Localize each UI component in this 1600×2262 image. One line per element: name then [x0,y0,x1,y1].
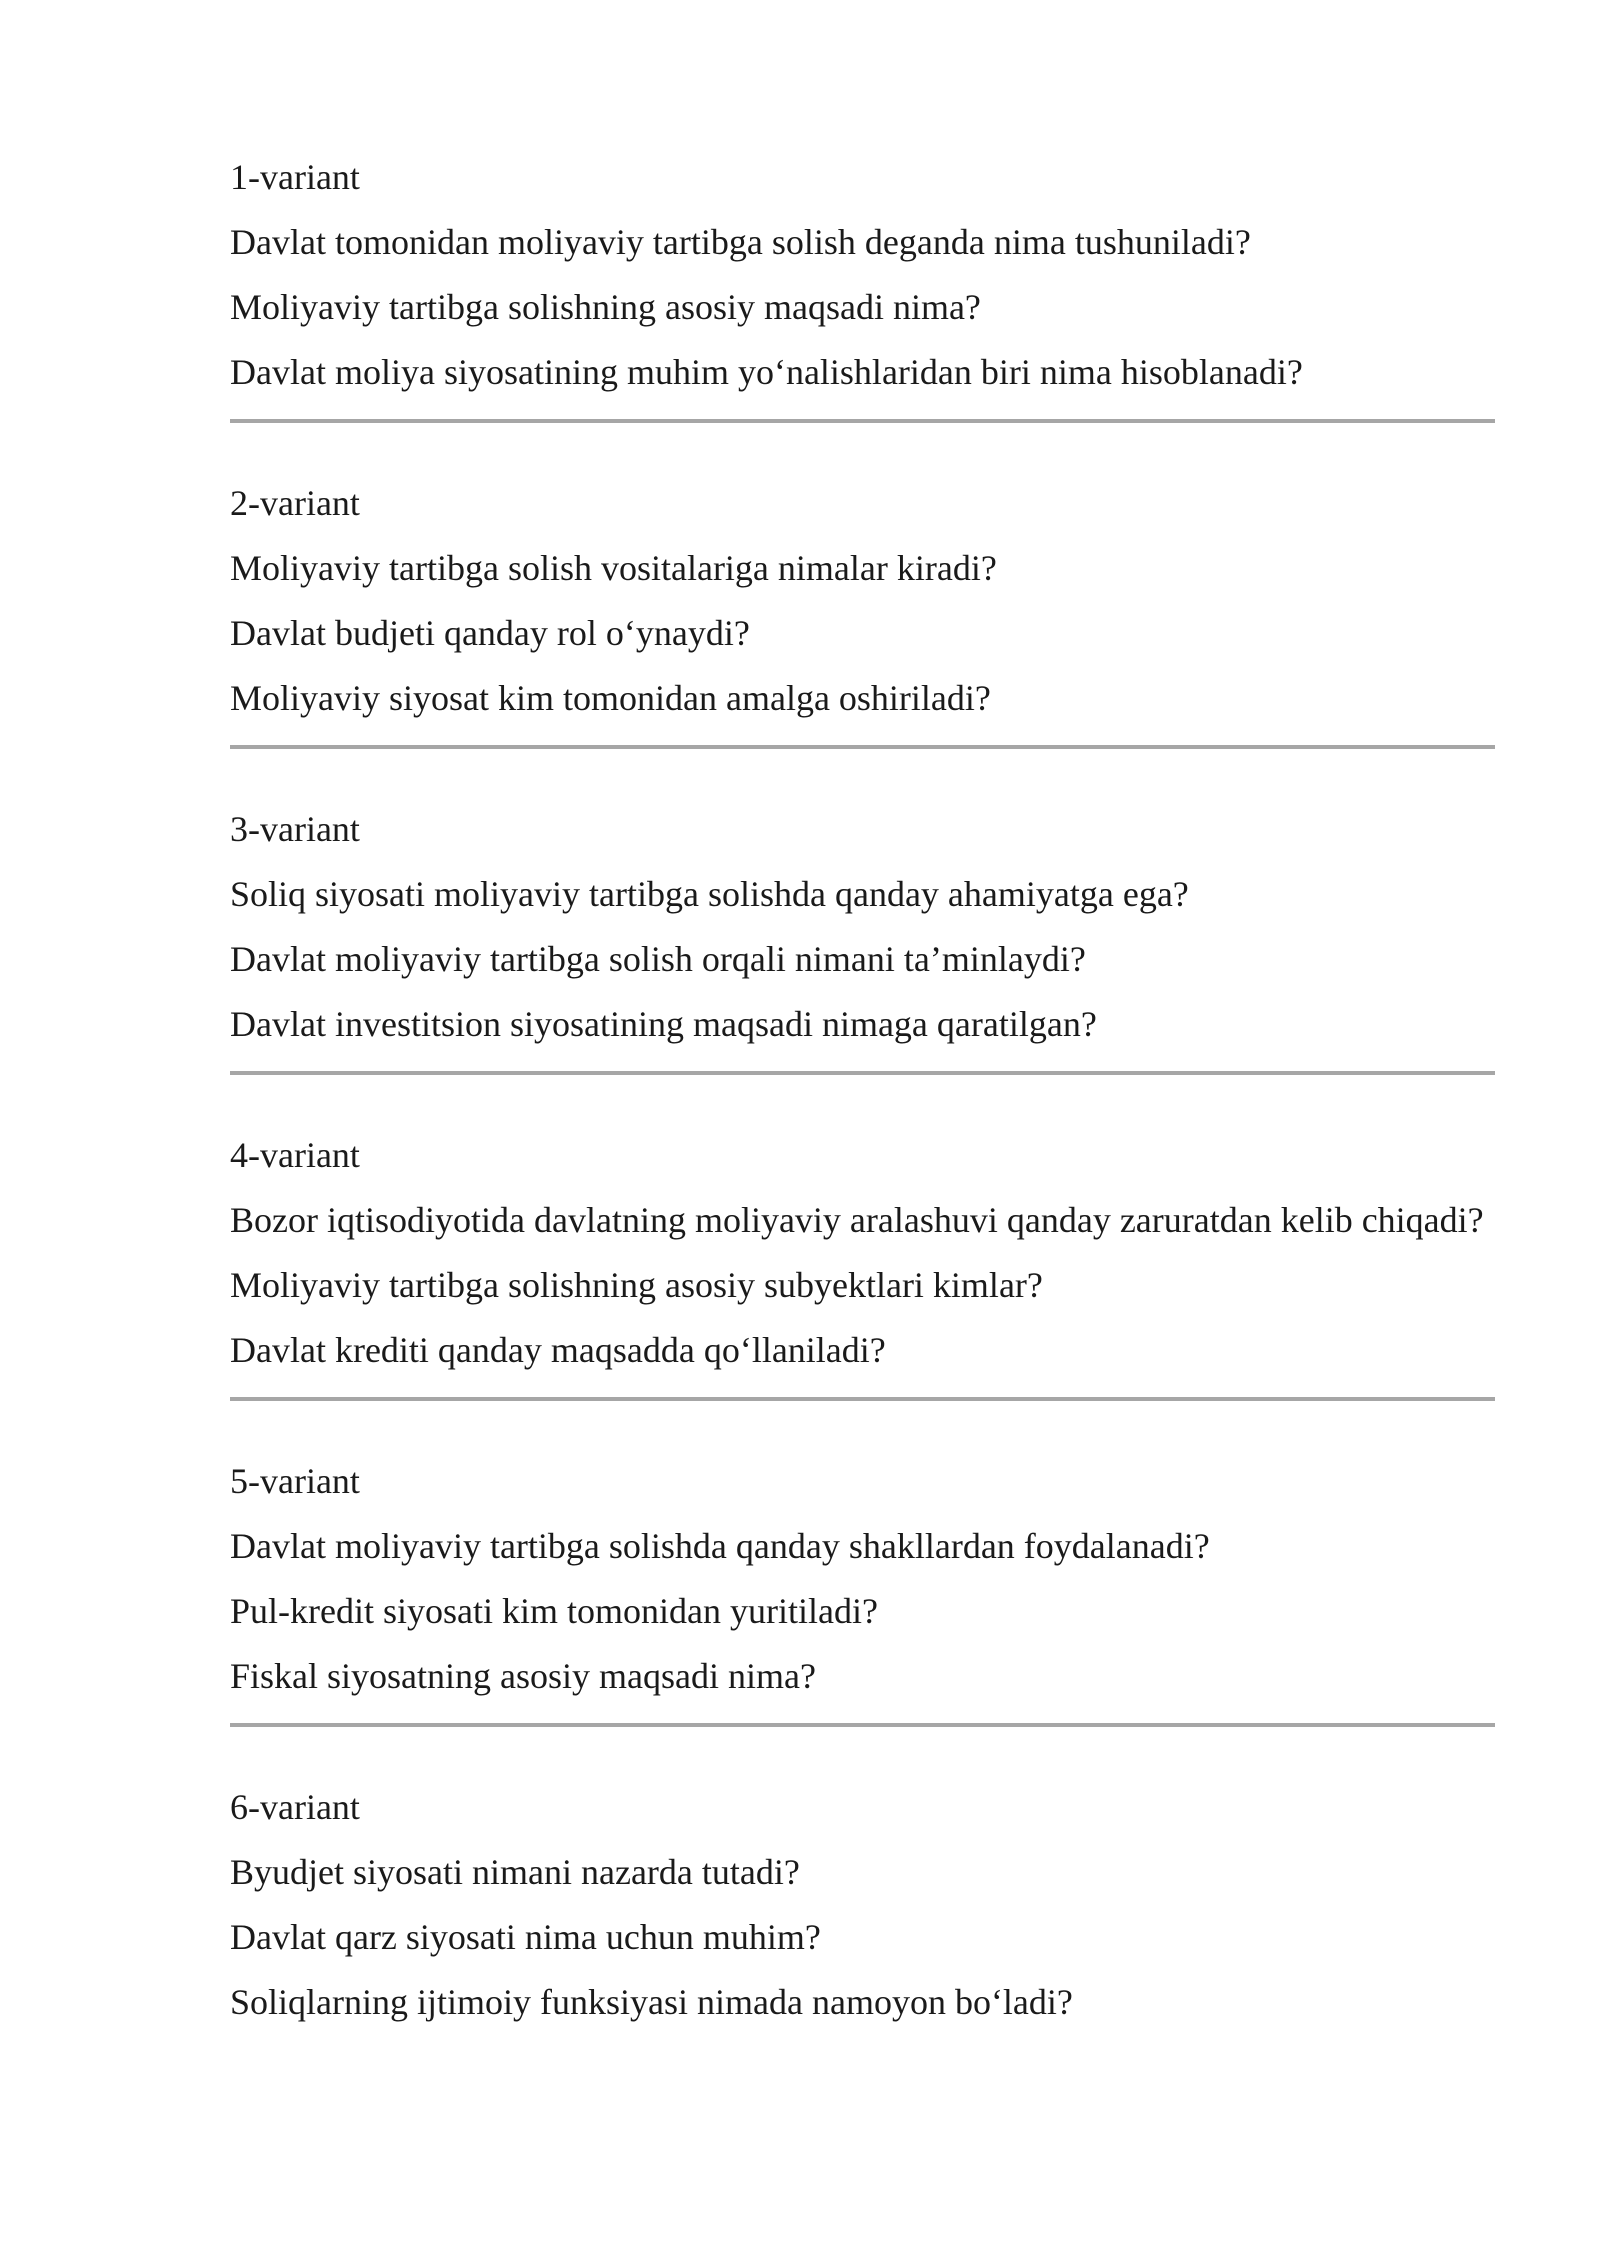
variant-1 [230,145,1495,423]
question: Bozor iqtisodiyotida davlatning moliyaviy aralashuvi qanday zaruratdan kelib chiqadi? [230,1200,1484,1240]
document-page [230,145,1495,2035]
divider [230,419,1495,423]
question: Soliqlarning ijtimoiy funksiyasi nimada namoyon bo‘ladi? [230,1982,1073,2022]
question: Davlat moliyaviy tartibga solish orqali nimani ta’minlaydi? [230,939,1086,979]
question: Fiskal siyosatning asosiy maqsadi nima? [230,1656,816,1696]
question: Davlat budjeti qanday rol o‘ynaydi? [230,613,750,653]
question: Moliyaviy siyosat kim tomonidan amalga oshiriladi? [230,678,991,718]
question: Moliyaviy tartibga solish vositalariga nimalar kiradi? [230,548,997,588]
question: Byudjet siyosati nimani nazarda tutadi? [230,1852,800,1892]
variant-title: 4-variant [230,1135,360,1175]
question: Davlat moliya siyosatining muhim yo‘nalishlaridan biri nima hisoblanadi? [230,352,1303,392]
variant-3 [230,797,1495,1075]
question: Moliyaviy tartibga solishning asosiy subyektlari kimlar? [230,1265,1043,1305]
variant-6 [230,1775,1495,2035]
divider [230,1071,1495,1075]
question: Moliyaviy tartibga solishning asosiy maqsadi nima? [230,287,981,327]
variant-title: 5-variant [230,1461,360,1501]
question: Davlat qarz siyosati nima uchun muhim? [230,1917,821,1957]
variant-title: 2-variant [230,483,360,523]
question: Davlat tomonidan moliyaviy tartibga solish deganda nima tushuniladi? [230,222,1251,262]
variant-2 [230,471,1495,749]
divider [230,1723,1495,1727]
question: Soliq siyosati moliyaviy tartibga solishda qanday ahamiyatga ega? [230,874,1189,914]
question: Davlat moliyaviy tartibga solishda qanday shakllardan foydalanadi? [230,1526,1210,1566]
divider [230,745,1495,749]
variant-4 [230,1123,1495,1401]
question: Pul-kredit siyosati kim tomonidan yuritiladi? [230,1591,878,1631]
variant-title: 3-variant [230,809,360,849]
variant-5 [230,1449,1495,1727]
variant-title: 6-variant [230,1787,360,1827]
variant-title: 1-variant [230,157,360,197]
question: Davlat krediti qanday maqsadda qo‘llaniladi? [230,1330,886,1370]
divider [230,1397,1495,1401]
question: Davlat investitsion siyosatining maqsadi nimaga qaratilgan? [230,1004,1097,1044]
